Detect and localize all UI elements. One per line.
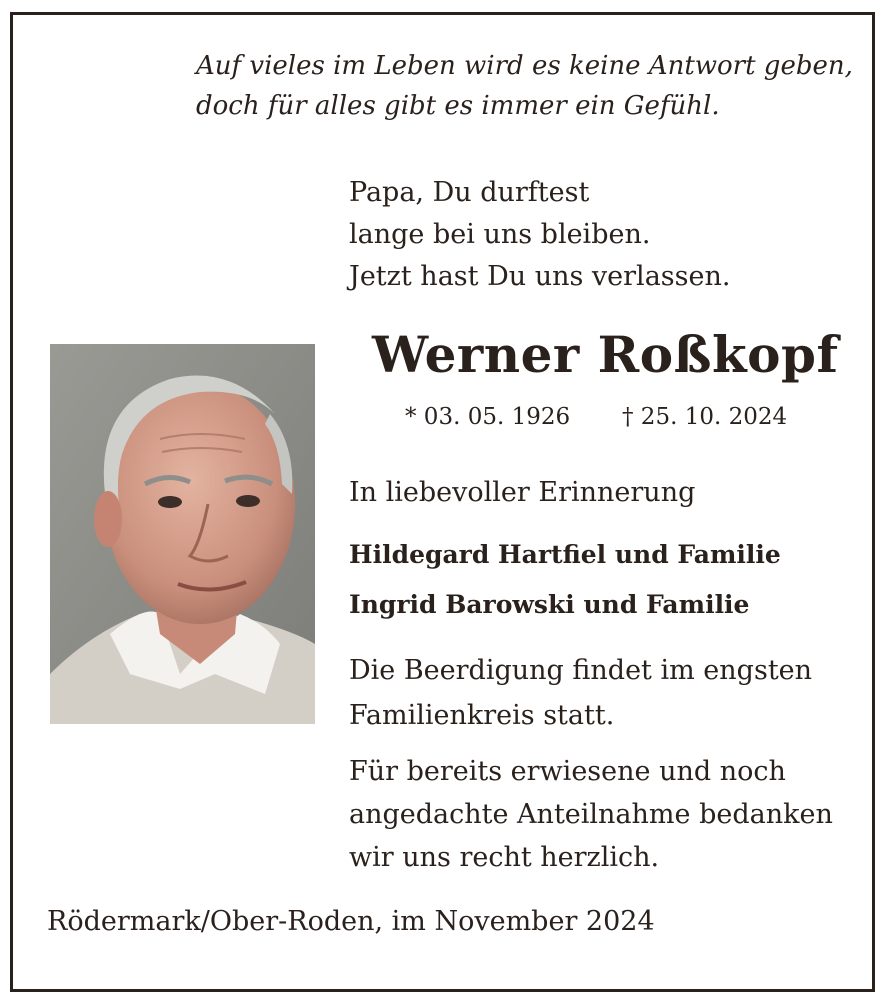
- thanks-notice: [349, 750, 833, 879]
- motto-quote: [196, 46, 853, 126]
- portrait-photo: [50, 344, 315, 724]
- deceased-name: Werner Roßkopf: [372, 325, 839, 384]
- funeral-line: Die Beerdigung findet im engsten: [349, 655, 813, 686]
- motto-line: doch für alles gibt es immer ein Gefühl.: [196, 91, 720, 121]
- thanks-line: wir uns recht herzlich.: [349, 842, 660, 873]
- verse: [349, 172, 730, 298]
- mourner-family: Ingrid Barowski und Familie: [349, 590, 750, 619]
- mourner-family: Hildegard Hartfiel und Familie: [349, 540, 781, 569]
- thanks-line: angedachte Anteilnahme bedanken: [349, 799, 833, 830]
- birth-date: * 03. 05. 1926: [405, 404, 571, 430]
- death-date: † 25. 10. 2024: [622, 404, 788, 430]
- verse-line: Jetzt hast Du uns verlassen.: [349, 261, 731, 292]
- thanks-line: Für bereits erwiesene und noch: [349, 756, 786, 787]
- portrait-illustration: [50, 344, 315, 724]
- funeral-notice: [349, 648, 812, 738]
- motto-line: Auf vieles im Leben wird es keine Antwort geben,: [196, 51, 853, 81]
- funeral-line: Familienkreis statt.: [349, 700, 615, 731]
- verse-line: Papa, Du durftest: [349, 177, 590, 208]
- place-and-date: Rödermark/Ober-Roden, im November 2024: [47, 906, 655, 937]
- memory-intro: In liebevoller Erinnerung: [349, 477, 696, 508]
- verse-line: lange bei uns bleiben.: [349, 219, 651, 250]
